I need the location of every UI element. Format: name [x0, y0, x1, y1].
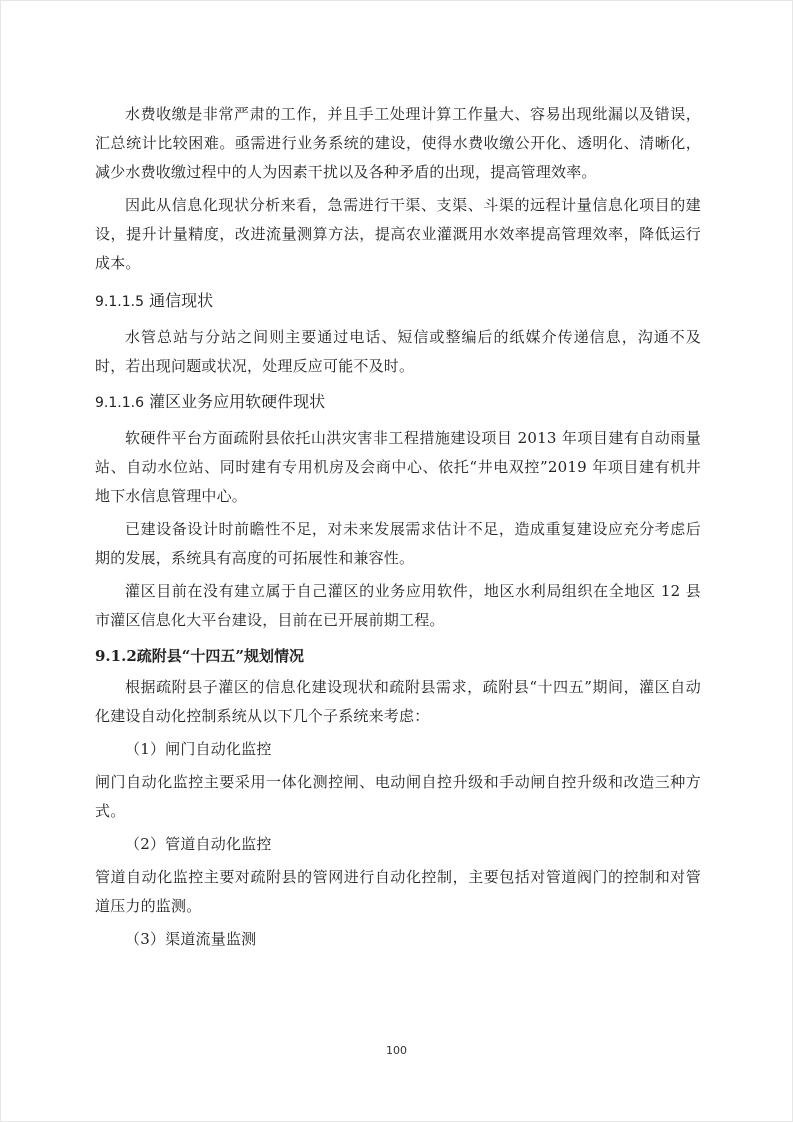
paragraph-plan-intro: 根据疏附县子灌区的信息化建设现状和疏附县需求，疏附县“十四五”期间，灌区自动化建设自动化控制系统从以下几个子系统来考虑：	[95, 678, 701, 725]
heading-title: 通信现状	[149, 291, 214, 310]
list-item-text-pipe: 管道自动化监控主要对疏附县的管网进行自动化控制，主要包括对管道阀门的控制和对管道压力的监测。	[95, 868, 701, 915]
paragraph-water-fee: 水费收缴是非常严肃的工作，并且手工处理计算工作量大、容易出现纰漏以及错误，汇总统计比较困难。亟需进行业务系统的建设，使得水费收缴公开化、透明化、清晰化，减少水费收缴过程中的人为因素干扰以及各种矛盾的出现，提高管理效率。	[95, 105, 701, 181]
paragraph-communication: 水管总站与分站之间则主要通过电话、短信或整编后的纸媒介传递信息，沟通不及时，若出现问题或状况，处理反应可能不及时。	[95, 328, 701, 375]
list-item-title-pipe: （2）管道自动化监控	[125, 835, 272, 853]
heading-number: 9.1.1.5	[95, 294, 144, 310]
paragraph-application-software: 灌区目前在没有建立属于自己灌区的业务应用软件，地区水利局组织在全地区 12 县市灌区信息化大平台建设，目前在已开展前期工程。	[95, 582, 701, 629]
paragraph-platform: 软硬件平台方面疏附县依托山洪灾害非工程措施建设项目 2013 年项目建有自动雨量站、自动水位站、同时建有专用机房及会商中心、依托“井电双控”2019 年项目建有机井地下水信息管理中心。	[95, 429, 701, 505]
heading-communication-status	[95, 284, 701, 319]
list-item-title-channel-flow: （3）渠道流量监测	[125, 930, 257, 948]
paragraph-informatization-analysis: 因此从信息化现状分析来看，急需进行干渠、支渠、斗渠的远程计量信息化项目的建设，提升计量精度，改进流量测算方法，提高农业灌溉用水效率提高管理效率，降低运行成本。	[95, 196, 701, 272]
heading-five-year-plan	[95, 639, 701, 673]
heading-number: 9.1.1.6	[95, 395, 144, 411]
heading-title: 灌区业务应用软硬件现状	[149, 392, 326, 411]
heading-software-hardware-status	[95, 385, 701, 420]
heading-number: 9.1.2	[95, 647, 137, 665]
list-item-title-gate: （1）闸门自动化监控	[125, 740, 272, 758]
heading-title: 疏附县“十四五”规划情况	[136, 647, 305, 665]
paragraph-foresight: 已建设备设计时前瞻性不足，对未来发展需求估计不足，造成重复建设应充分考虑后期的发展，系统具有高度的可拓展性和兼容性。	[95, 520, 701, 567]
page-content	[95, 100, 701, 954]
page-number: 100	[386, 1044, 407, 1057]
list-item-text-gate: 闸门自动化监控主要采用一体化测控闸、电动闸自控升级和手动闸自控升级和改造三种方式。	[95, 773, 701, 820]
